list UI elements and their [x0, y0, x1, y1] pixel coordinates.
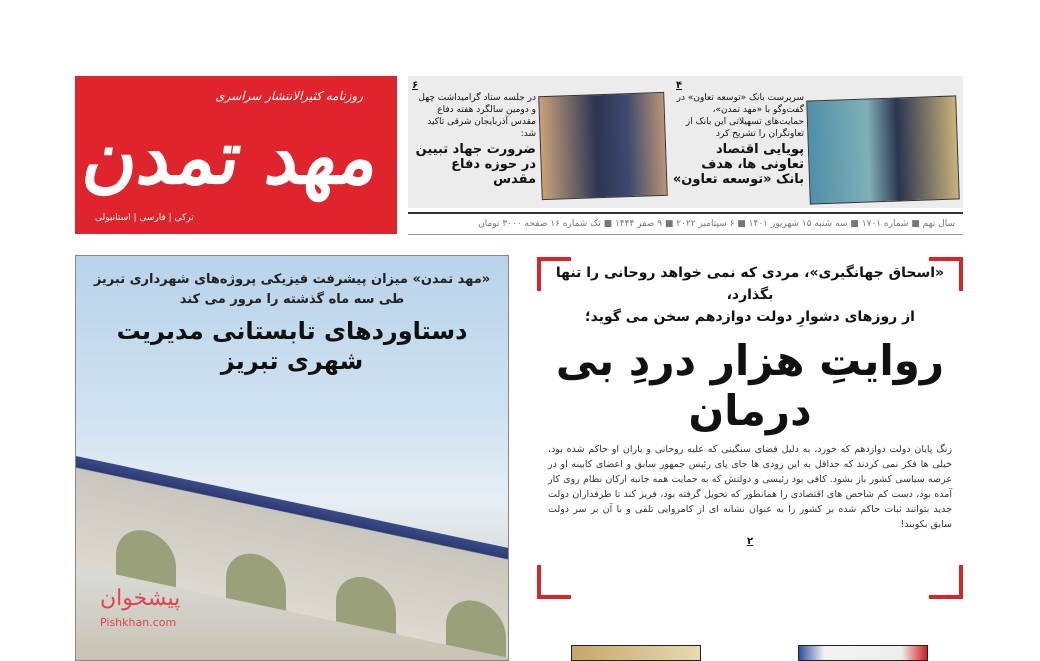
left-story-subtitle: «مهد تمدن» میزان پیشرفت فیزیکی پروژه‌های شهرداری تبریز طی سه ماه گذشته را مرور می کند — [93, 272, 491, 307]
main-story-page-number: ۲ — [746, 536, 754, 547]
newspaper-tagline: روزنامه کثیرالانتشار سراسری — [215, 89, 363, 103]
dateline: سال نهم ■ شماره ۱۷۰۱ ■ سه شنبه ۱۵ شهریور ۱۴۰۱ ■ ۶ سپتامبر ۲۰۲۲ ■ ۹ صفر ۱۴۴۴ ■ تک شماره ۱۶ صفحه ۳۰۰۰ تومان — [408, 212, 963, 235]
teaser-strip — [408, 76, 963, 208]
teaser-title: ضرورت جهاد تبیین در حوزه دفاع مقدس — [415, 142, 536, 187]
thumbnail-photo — [798, 645, 928, 661]
teaser-kicker: سرپرست بانک «توسعه تعاون» در گفت‌وگو با «مهد تمدن»، حمایت‌های تسهیلاتی این بانک از تعاونگران را تشریح کرد — [676, 93, 804, 139]
frame-corner — [537, 565, 571, 599]
thumbnail-photo — [571, 645, 701, 661]
main-story-kicker: «اسحاق جهانگیری»، مردی که نمی خواهد روحانی را تنها بگذارد، از روزهای دشوارِ دولت دوازدهم سخن می گوید؛ — [555, 265, 945, 325]
teaser-photo-bank-director — [806, 95, 960, 204]
watermark-url: Pishkhan.com — [100, 616, 177, 629]
teaser-photo-official — [538, 92, 668, 200]
teaser-page-number: ۴ — [676, 80, 683, 91]
main-story — [548, 262, 952, 548]
newspaper-name: مهد تمدن — [78, 115, 386, 201]
frame-corner — [929, 565, 963, 599]
teaser-bank[interactable] — [672, 92, 804, 187]
teaser-page-number: ۶ — [412, 80, 419, 91]
teaser-kicker: در جلسه ستاد گرامیداشت چهل و دومین سالگرد هفته دفاع مقدس آذربایجان شرقی تاکید شد: — [418, 93, 536, 139]
masthead-logo — [75, 76, 397, 234]
main-story-body: زنگ پایان دولت دوازدهم که خورد، به دلیل فضای سنگینی که علیه روحانی و یاران او حاکم شده بود، خیلی ها فکر نمی کردند که حداقل به این زودی ها جای پای رئیس جمهور سابق و اعضای کابینه او در عرصه سیاسی کشور باز بشود. کافی بود رئیسی و دولتش که به حمایت همه جانبه ارکان نظام روی کار آمده بود، دست کم شاخص های اقتصادی را همانطور که تحویل گرفته بود، فریز کند تا طرفداران دولت جدید بتوانند ثبات حاکم شده بر کشور را به عنوان نشانه ای از کامروایی تلقی و با آن بر سر دولت سابق بکوبند! — [548, 444, 952, 530]
watermark-logo: پیشخوان — [100, 586, 181, 611]
teaser-title: پویایی اقتصاد تعاونی ها، هدف بانک «توسعه تعاون» — [672, 142, 804, 187]
newspaper-languages: ترکی | فارسی | استانبولی — [95, 213, 194, 223]
left-story[interactable] — [75, 255, 509, 661]
main-story-headline[interactable]: روایتِ هزار دردِ بی درمان — [555, 336, 945, 435]
left-story-title: دستاوردهای تابستانی مدیریت شهری تبریز — [116, 317, 468, 375]
teaser-defense[interactable] — [412, 92, 536, 187]
